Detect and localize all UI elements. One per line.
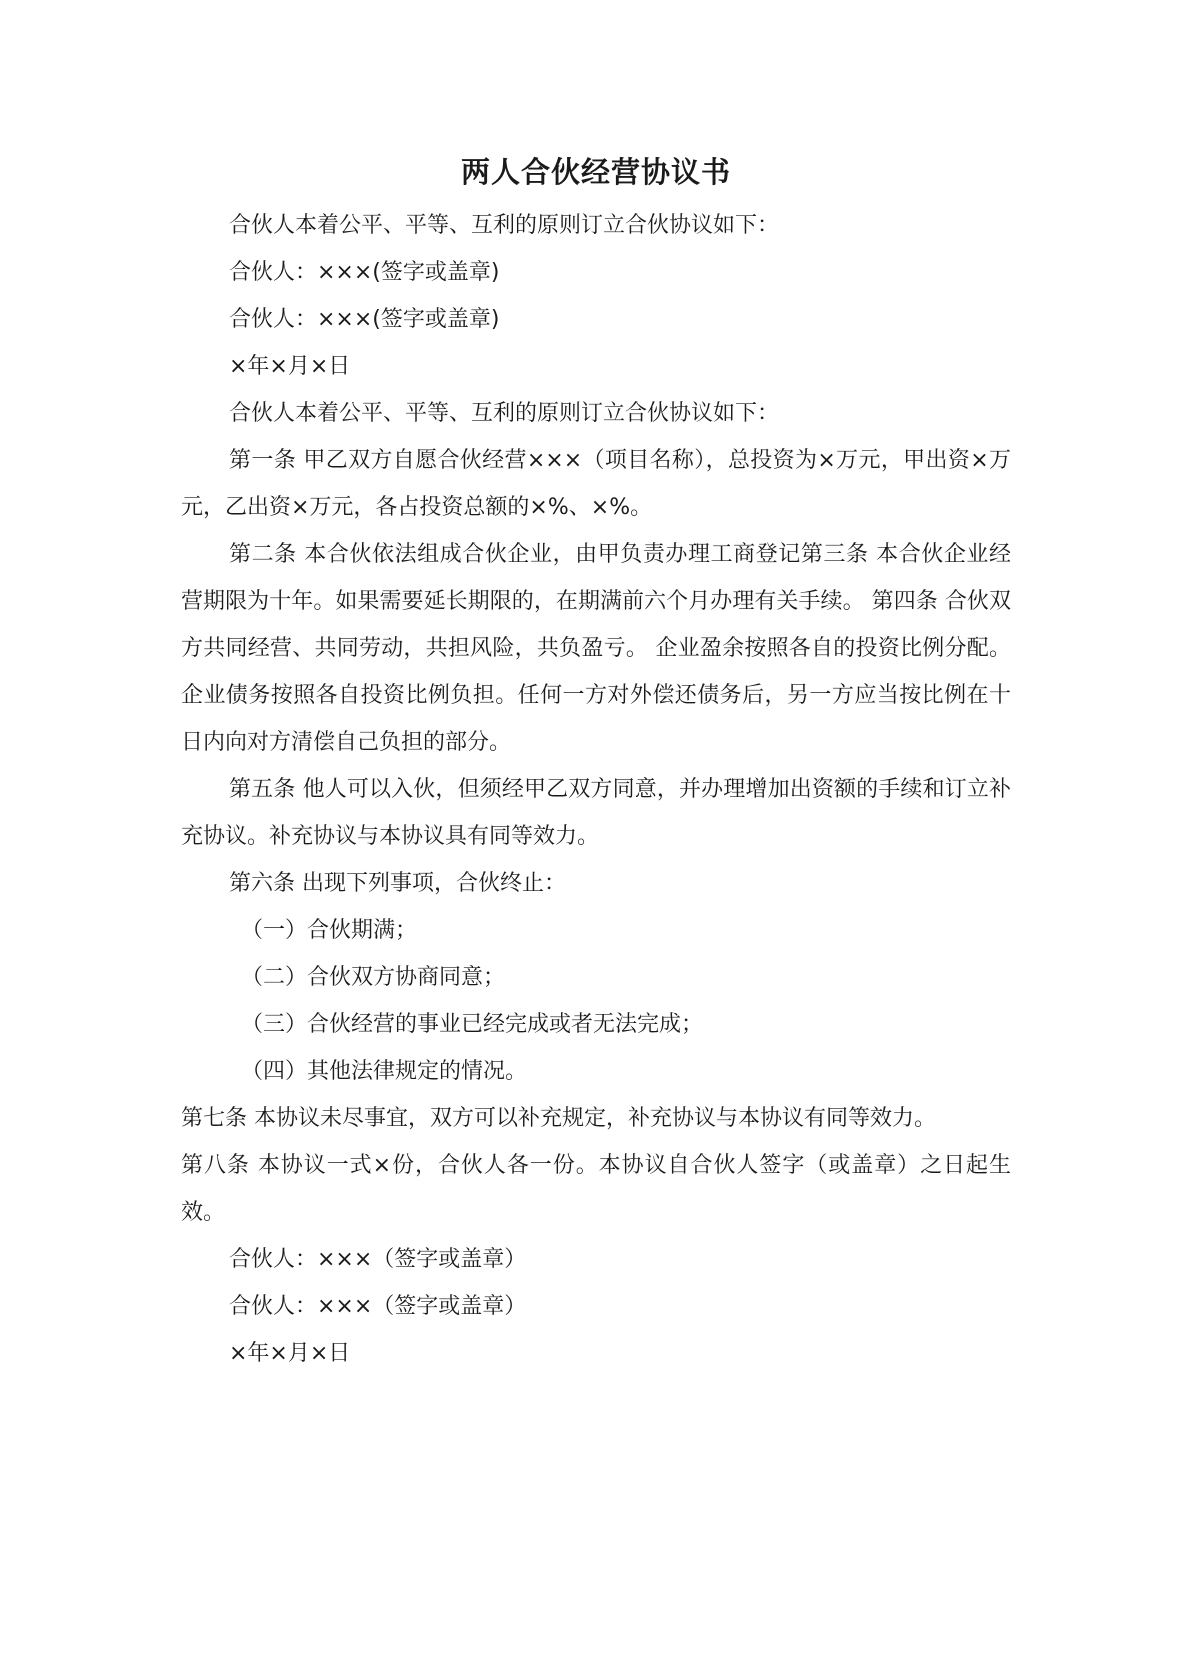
paragraph: ×年×月×日: [229, 354, 351, 379]
paragraph: 第八条 本协议一式×份，合伙人各一份。本协议自合伙人签字（或盖章）之日起生效。: [181, 1153, 1011, 1225]
paragraph: 第六条 出现下列事项，合伙终止：: [229, 871, 566, 896]
paragraph: 第二条 本合伙依法组成合伙企业，由甲负责办理工商登记第三条 本合伙企业经营期限为十年。如果需要延长期限的，在期满前六个月办理有关手续。 第四条 合伙双方共同经营、共同劳动，共担风险，共负盈亏。 企业盈余按照各自的投资比例分配。 企业债务按照各自投资比例负担。任何一方对外偿还债务后，另一方应当按比例在十日内向对方清偿自己负担的部分。: [181, 542, 1011, 755]
document-title: 两人合伙经营协议书: [460, 155, 731, 189]
paragraph: 合伙人本着公平、平等、互利的原则订立合伙协议如下：: [229, 213, 780, 238]
paragraph: 合伙人：×××(签字或盖章): [229, 307, 500, 332]
list-item: （二）合伙双方协商同意；: [241, 965, 506, 990]
paragraph: 合伙人本着公平、平等、互利的原则订立合伙协议如下：: [229, 401, 780, 426]
list-item: （三）合伙经营的事业已经完成或者无法完成；: [241, 1012, 704, 1037]
list-item: （一）合伙期满；: [241, 918, 418, 943]
paragraph: 合伙人：×××（签字或盖章）: [229, 1294, 527, 1319]
paragraph: 第五条 他人可以入伙，但须经甲乙双方同意，并办理增加出资额的手续和订立补充协议。补充协议与本协议具有同等效力。: [181, 777, 1011, 849]
paragraph: ×年×月×日: [229, 1341, 351, 1366]
paragraph-list: [181, 202, 1011, 1377]
paragraph: 合伙人：×××（签字或盖章）: [229, 1247, 527, 1272]
paragraph: 第七条 本协议未尽事宜，双方可以补充规定，补充协议与本协议有同等效力。: [181, 1106, 936, 1131]
paragraph: 第一条 甲乙双方自愿合伙经营×××（项目名称），总投资为×万元，甲出资×万元，乙出资×万元，各占投资总额的×%、×%。: [181, 448, 1011, 520]
list-item: （四）其他法律规定的情况。: [241, 1059, 528, 1084]
paragraph: 合伙人：×××(签字或盖章): [229, 260, 500, 285]
document-body: [181, 150, 1011, 1377]
